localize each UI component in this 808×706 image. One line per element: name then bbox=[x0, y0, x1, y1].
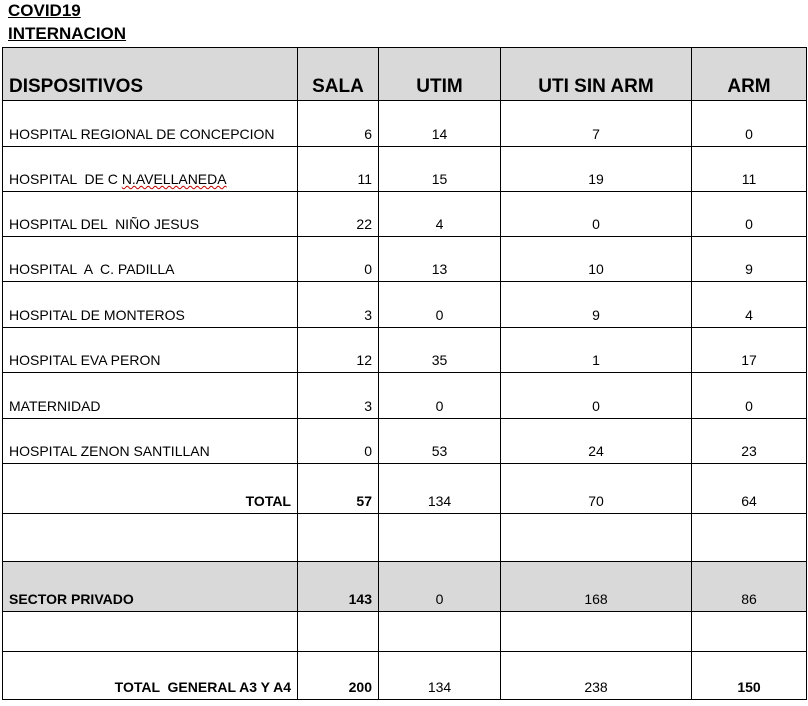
table-row bbox=[3, 373, 807, 419]
blank-cell bbox=[298, 514, 379, 562]
blank-row bbox=[3, 514, 807, 562]
cell-uti-sin-arm: 19 bbox=[501, 147, 692, 192]
blank-cell bbox=[298, 612, 379, 652]
general-utim: 134 bbox=[379, 652, 501, 700]
cell-sala: 3 bbox=[298, 282, 379, 328]
cell-arm: 0 bbox=[692, 101, 807, 147]
header-arm: ARM bbox=[692, 48, 807, 101]
row-name-misspelled: N.AVELLANEDA bbox=[121, 171, 227, 187]
total-label: TOTAL bbox=[3, 464, 298, 514]
blank-cell bbox=[692, 612, 807, 652]
table-row bbox=[3, 147, 807, 192]
privado-arm: 86 bbox=[692, 562, 807, 612]
total-utim: 134 bbox=[379, 464, 501, 514]
cell-arm: 23 bbox=[692, 419, 807, 464]
cell-uti-sin-arm: 9 bbox=[501, 282, 692, 328]
blank-cell bbox=[692, 514, 807, 562]
total-general-row bbox=[3, 652, 807, 700]
general-uti-sin-arm: 238 bbox=[501, 652, 692, 700]
row-name: HOSPITAL EVA PERON bbox=[3, 328, 298, 373]
cell-utim: 0 bbox=[379, 373, 501, 419]
blank-cell bbox=[379, 514, 501, 562]
cell-utim: 35 bbox=[379, 328, 501, 373]
cell-arm: 4 bbox=[692, 282, 807, 328]
cell-uti-sin-arm: 1 bbox=[501, 328, 692, 373]
cell-utim: 4 bbox=[379, 192, 501, 237]
table-row bbox=[3, 282, 807, 328]
row-name: HOSPITAL A C. PADILLA bbox=[3, 237, 298, 282]
blank-cell bbox=[3, 514, 298, 562]
blank-cell bbox=[501, 514, 692, 562]
cell-utim: 13 bbox=[379, 237, 501, 282]
table-row bbox=[3, 192, 807, 237]
row-name: HOSPITAL DEL NIÑO JESUS bbox=[3, 192, 298, 237]
table-row bbox=[3, 419, 807, 464]
header-uti-sin-arm: UTI SIN ARM bbox=[501, 48, 692, 101]
row-name: HOSPITAL ZENON SANTILLAN bbox=[3, 419, 298, 464]
cell-arm: 0 bbox=[692, 192, 807, 237]
cell-uti-sin-arm: 10 bbox=[501, 237, 692, 282]
row-name: HOSPITAL REGIONAL DE CONCEPCION bbox=[3, 101, 298, 147]
table-row bbox=[3, 101, 807, 147]
blank-cell bbox=[501, 612, 692, 652]
cell-arm: 17 bbox=[692, 328, 807, 373]
cell-uti-sin-arm: 24 bbox=[501, 419, 692, 464]
cell-sala: 11 bbox=[298, 147, 379, 192]
cell-sala: 22 bbox=[298, 192, 379, 237]
general-label: TOTAL GENERAL A3 Y A4 bbox=[3, 652, 298, 700]
cell-arm: 9 bbox=[692, 237, 807, 282]
cell-uti-sin-arm: 7 bbox=[501, 101, 692, 147]
title-internacion: INTERNACION bbox=[8, 24, 127, 43]
cell-sala: 12 bbox=[298, 328, 379, 373]
row-name-prefix: HOSPITAL DE C bbox=[9, 171, 122, 187]
total-uti-sin-arm: 70 bbox=[501, 464, 692, 514]
cell-utim: 53 bbox=[379, 419, 501, 464]
privado-uti-sin-arm: 168 bbox=[501, 562, 692, 612]
cell-utim: 0 bbox=[379, 282, 501, 328]
blank-row bbox=[3, 612, 807, 652]
sector-privado-row bbox=[3, 562, 807, 612]
title-covid19: COVID19 bbox=[8, 1, 81, 20]
cell-sala: 0 bbox=[298, 237, 379, 282]
row-name: MATERNIDAD bbox=[3, 373, 298, 419]
privado-label: SECTOR PRIVADO bbox=[3, 562, 298, 612]
cell-uti-sin-arm: 0 bbox=[501, 192, 692, 237]
header-utim: UTIM bbox=[379, 48, 501, 101]
header-sala: SALA bbox=[298, 48, 379, 101]
blank-cell bbox=[379, 612, 501, 652]
privado-sala: 143 bbox=[298, 562, 379, 612]
table-row bbox=[3, 237, 807, 282]
row-name: HOSPITAL DE MONTEROS bbox=[3, 282, 298, 328]
privado-utim: 0 bbox=[379, 562, 501, 612]
table-row bbox=[3, 328, 807, 373]
total-row bbox=[3, 464, 807, 514]
cell-utim: 14 bbox=[379, 101, 501, 147]
cell-sala: 3 bbox=[298, 373, 379, 419]
row-name bbox=[3, 147, 298, 192]
total-arm: 64 bbox=[692, 464, 807, 514]
header-dispositivos: DISPOSITIVOS bbox=[3, 48, 298, 101]
cell-utim: 15 bbox=[379, 147, 501, 192]
cell-uti-sin-arm: 0 bbox=[501, 373, 692, 419]
total-sala: 57 bbox=[298, 464, 379, 514]
header-row bbox=[3, 48, 807, 101]
blank-cell bbox=[3, 612, 298, 652]
cell-arm: 0 bbox=[692, 373, 807, 419]
general-arm: 150 bbox=[692, 652, 807, 700]
cell-sala: 0 bbox=[298, 419, 379, 464]
cell-arm: 11 bbox=[692, 147, 807, 192]
internacion-table bbox=[2, 47, 807, 700]
general-sala: 200 bbox=[298, 652, 379, 700]
cell-sala: 6 bbox=[298, 101, 379, 147]
